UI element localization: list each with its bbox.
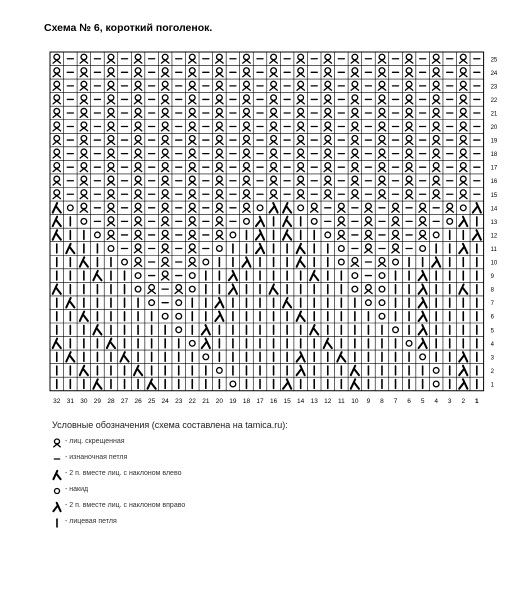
legend-item-purl: - изнаночная петля bbox=[50, 452, 350, 466]
column-label: 25 bbox=[148, 397, 156, 405]
legend-item-k2tog-right: - 2 п. вместе лиц. с наклоном вправо bbox=[50, 500, 350, 514]
row-label: 21 bbox=[490, 111, 498, 118]
row-label: 20 bbox=[490, 125, 498, 132]
row-label: 17 bbox=[490, 165, 498, 172]
yarn-over-symbol bbox=[54, 488, 59, 493]
column-label: 8 bbox=[380, 397, 384, 405]
legend-item-yarn-over: - накид bbox=[50, 484, 350, 498]
row-label: 9 bbox=[490, 274, 494, 281]
row-label: 13 bbox=[490, 219, 498, 226]
column-label: 22 bbox=[188, 397, 196, 405]
row-label: 8 bbox=[490, 287, 494, 294]
column-label: 14 bbox=[297, 397, 305, 405]
column-label: 31 bbox=[66, 397, 74, 405]
row-label: 18 bbox=[490, 152, 498, 159]
row-label: 19 bbox=[490, 138, 498, 145]
column-label: 28 bbox=[107, 397, 115, 405]
column-label: 27 bbox=[120, 397, 129, 405]
row-label: 12 bbox=[490, 233, 498, 240]
column-label: 9 bbox=[366, 397, 371, 405]
column-label: 5 bbox=[420, 397, 425, 405]
column-label: 30 bbox=[80, 397, 88, 405]
column-label: 3 bbox=[447, 397, 452, 405]
column-label: 16 bbox=[269, 397, 278, 405]
column-label: 6 bbox=[407, 397, 411, 405]
column-label: 12 bbox=[324, 397, 332, 405]
purl-icon bbox=[50, 452, 64, 466]
row-label: 24 bbox=[490, 70, 498, 77]
row-label: 22 bbox=[490, 97, 498, 104]
crossed-knit-icon bbox=[50, 436, 64, 450]
row-label: 5 bbox=[490, 328, 494, 335]
row-label: 16 bbox=[490, 179, 498, 186]
column-label: 20 bbox=[215, 397, 223, 405]
column-label: 26 bbox=[134, 397, 142, 405]
column-label: 32 bbox=[53, 397, 61, 405]
row-label: 2 bbox=[490, 368, 494, 375]
legend-item-crossed-knit: - лиц. скрещенная bbox=[50, 436, 350, 450]
column-label: 11 bbox=[337, 397, 345, 405]
legend-heading: Условные обозначения (схема составлена на tamica.ru): bbox=[52, 420, 288, 430]
column-label: 23 bbox=[175, 397, 183, 405]
row-label: 4 bbox=[490, 341, 494, 348]
column-label: 13 bbox=[310, 397, 318, 405]
k2tog-left-symbol bbox=[53, 471, 60, 479]
row-label: 25 bbox=[490, 57, 498, 64]
column-label: 24 bbox=[161, 397, 169, 405]
legend-item-knit: - лицевая петля bbox=[50, 516, 350, 530]
row-label: 6 bbox=[490, 314, 494, 321]
row-label: 1 bbox=[490, 382, 494, 389]
row-label: 15 bbox=[490, 192, 498, 199]
k2tog-right-icon bbox=[50, 500, 64, 514]
row-label: 11 bbox=[490, 246, 497, 253]
row-label: 14 bbox=[490, 206, 498, 213]
yarn-over-icon bbox=[50, 484, 64, 498]
legend-item-k2tog-left: - 2 п. вместе лиц. с наклоном влево bbox=[50, 468, 350, 482]
column-label: 1 bbox=[475, 397, 479, 405]
row-label: 7 bbox=[490, 301, 494, 308]
k2tog-left-icon bbox=[50, 468, 64, 482]
column-label: 4 bbox=[434, 397, 438, 405]
column-label: 21 bbox=[202, 397, 210, 405]
column-label: 18 bbox=[242, 397, 251, 405]
chart-title: Схема № 6, короткий поголенок. bbox=[44, 22, 213, 34]
column-label: 29 bbox=[93, 397, 102, 405]
row-label: 3 bbox=[490, 355, 494, 362]
knit-icon bbox=[50, 516, 64, 530]
column-label: 10 bbox=[351, 397, 359, 405]
column-label: 17 bbox=[256, 397, 264, 405]
k2tog-right-symbol bbox=[53, 503, 60, 511]
crossed-knit-symbol bbox=[54, 439, 61, 447]
column-label: 19 bbox=[229, 397, 237, 405]
column-label: 2 bbox=[461, 397, 466, 405]
column-label: 7 bbox=[393, 397, 398, 405]
column-label: 15 bbox=[283, 397, 291, 405]
row-label: 10 bbox=[490, 260, 498, 267]
row-label: 23 bbox=[490, 84, 498, 91]
